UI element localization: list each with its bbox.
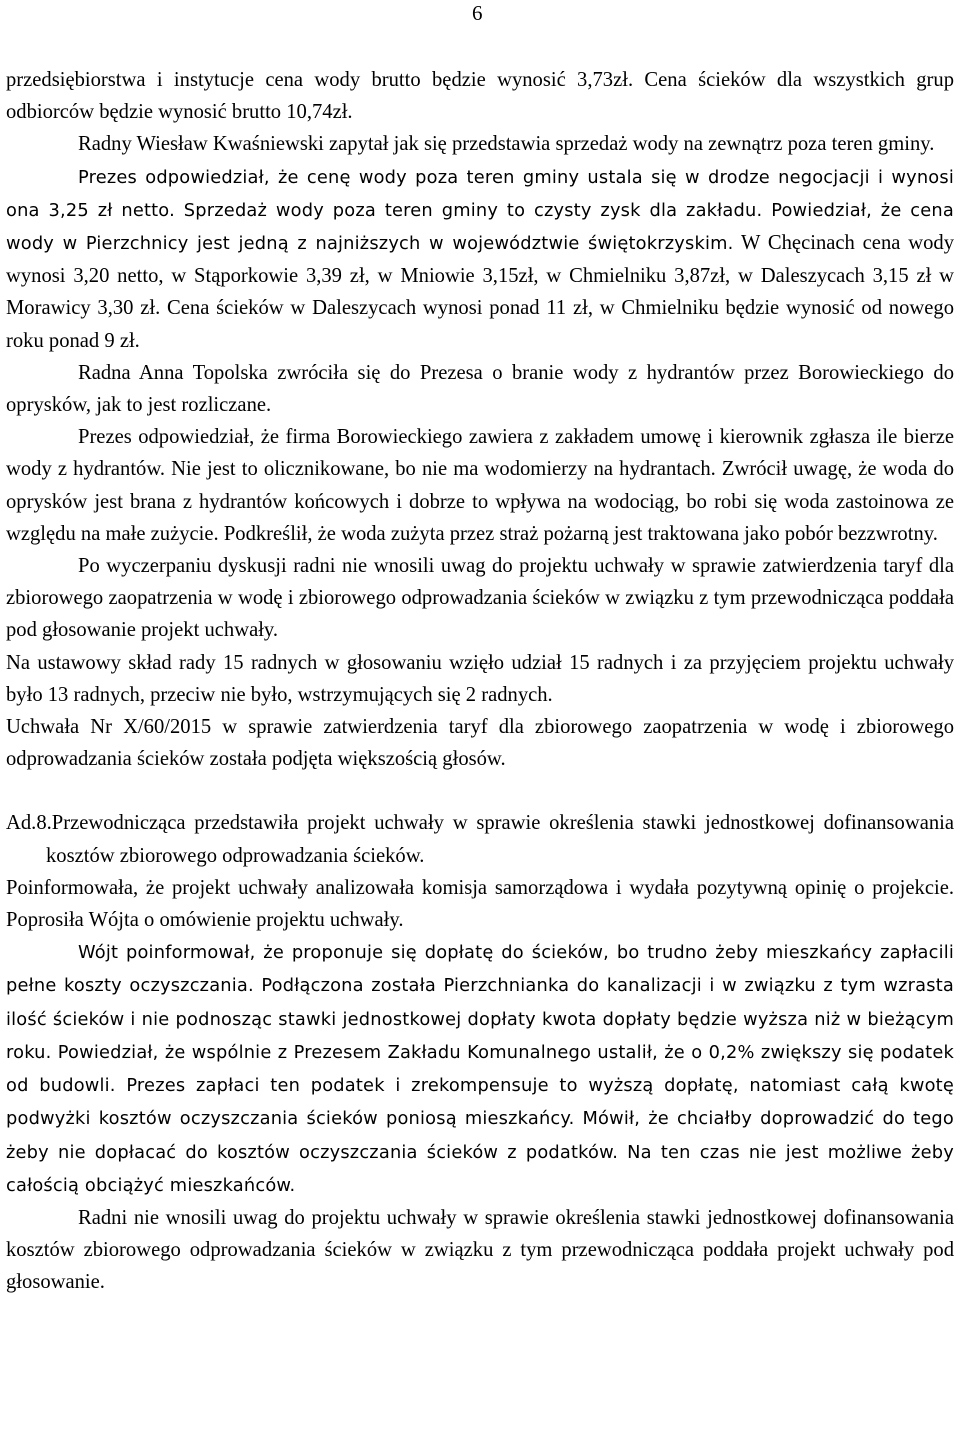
paragraph-p9 — [6, 807, 954, 871]
text-run: Prezes odpowiedział, że firma Borowieckiego zawiera z zakładem umowę i kierownik zgłasza ile bierze wody z hydrantów. Nie jest to olicznikowane, bo nie ma wodomierzy na hydrantach. Zwrócił uwagę, że woda do oprysków jest brana z hydrantów końcowych i dobrze to wpływa na wodociąg, bo robi się woda zastoinowa ze względu na małe zużycie. Podkreślił, że woda zużyta przez straż pożarną jest traktowana jako pobór bezzwrotny. — [6, 426, 954, 545]
text-run: Po wyczerpaniu dyskusji radni nie wnosili uwag do projektu uchwały w sprawie zatwierdzenia taryf dla zbiorowego zaopatrzenia w wodę i zbiorowego odprowadzania ścieków w związku z tym przewodnicząca poddała pod głosowanie projekt uchwały. — [6, 555, 954, 642]
paragraph-p8 — [6, 711, 954, 775]
text-run: Wójt poinformował, że proponuje się dopłatę do ścieków, bo trudno żeby mieszkańcy zapłacili pełne koszty oczyszczania. Podłączona została Pierzchnianka do kanalizacji i w związku z tym wzrasta ilość ścieków i nie podnosząc stawki jednostkowej dopłaty kwota dopłaty będzie wyższa niż w bieżącym roku. Powiedział, że wspólnie z Prezesem Zakładu Komunalnego ustalił, że o 0,2% zwiększy się podatek od budowli. Prezes zapłaci ten podatek i zrekompensuje to wyższą dopłatę, natomiast całą kwotę podwyżki kosztów oczyszczania ścieków poniosą mieszkańcy. Mówił, że chciałby doprowadzić do tego żeby nie dopłacać do kosztów oczyszczania ścieków z podatków. Na ten czas nie jest możliwe żeby całością obciążyć mieszkańców. — [6, 942, 954, 1196]
text-run: Radny Wiesław Kwaśniewski zapytał jak się przedstawia sprzedaż wody na zewnątrz poza teren gminy. — [78, 133, 935, 156]
paragraph-p10 — [6, 872, 954, 936]
paragraph-p12 — [6, 1202, 954, 1299]
text-run: W Chęcinach cena wody wynosi 3,20 netto, w Stąporkowie 3,39 zł, w Mniowie 3,15zł, w Chmielniku 3,87zł, w Daleszycach 3,15 zł w Morawicy 3,30 zł. Cena ścieków w Daleszycach wynosi ponad 11 zł, w Chmielniku będzie wynosić od nowego roku ponad 9 zł. — [6, 232, 954, 352]
text-run: Radna Anna Topolska zwróciła się do Prezesa o branie wody z hydrantów przez Borowieckiego do oprysków, jak to jest rozliczane. — [6, 361, 954, 417]
paragraph-p6 — [6, 550, 954, 647]
paragraph-gap — [6, 775, 954, 807]
paragraph-p11 — [6, 936, 954, 1202]
text-run: Poinformowała, że projekt uchwały analizowała komisja samorządowa i wydała pozytywną opinię o projekcie. Poprosiła Wójta o omówienie projektu uchwały. — [6, 876, 954, 932]
text-run: Radni nie wnosili uwag do projektu uchwały w sprawie określenia stawki jednostkowej dofinansowania kosztów zbiorowego odprowadzania ścieków w związku z tym przewodnicząca poddała projekt uchwały pod głosowanie. — [6, 1206, 954, 1294]
paragraph-p4 — [6, 357, 954, 421]
text-run: przedsiębiorstwa i instytucje cena wody brutto będzie wynosić 3,73zł. Cena ścieków dla wszystkich grup odbiorców będzie wynosić brutto 10,74zł. — [6, 69, 954, 124]
paragraph-p3 — [6, 161, 954, 357]
text-run: Powiedział, że cena wody w Pierzchnicy jest jedną z najniższych w województwie świętokrzyskim. — [6, 199, 954, 255]
paragraph-p5 — [6, 421, 954, 550]
text-run: Ad.8.Przewodnicząca przedstawiła projekt uchwały w sprawie określenia stawki jednostkowej dofinansowania kosztów zbiorowego odprowadzania ścieków. — [6, 812, 954, 867]
paragraph-p2 — [6, 128, 954, 160]
text-run: Prezes odpowiedział, że cenę wody poza teren gminy ustala się w drodze negocjacji i wynosi ona 3,25 zł netto. — [6, 166, 954, 221]
paragraph-p7 — [6, 647, 954, 711]
text-run: Sprzedaż wody poza teren gminy to czysty zysk dla zakładu. — [174, 199, 763, 221]
text-run: Uchwała Nr X/60/2015 w sprawie zatwierdzenia taryf dla zbiorowego zaopatrzenia w wodę i zbiorowego odprowadzania ścieków została podjęta większością głosów. — [6, 716, 954, 771]
text-run: Na ustawowy skład rady 15 radnych w głosowaniu wzięło udział 15 radnych i za przyjęciem projektu uchwały było 13 radnych, przeciw nie było, wstrzymujących się 2 radnych. — [6, 651, 954, 706]
paragraph-p1 — [6, 64, 954, 128]
page-number: 6 — [472, 1, 483, 25]
document-body — [6, 64, 954, 1299]
